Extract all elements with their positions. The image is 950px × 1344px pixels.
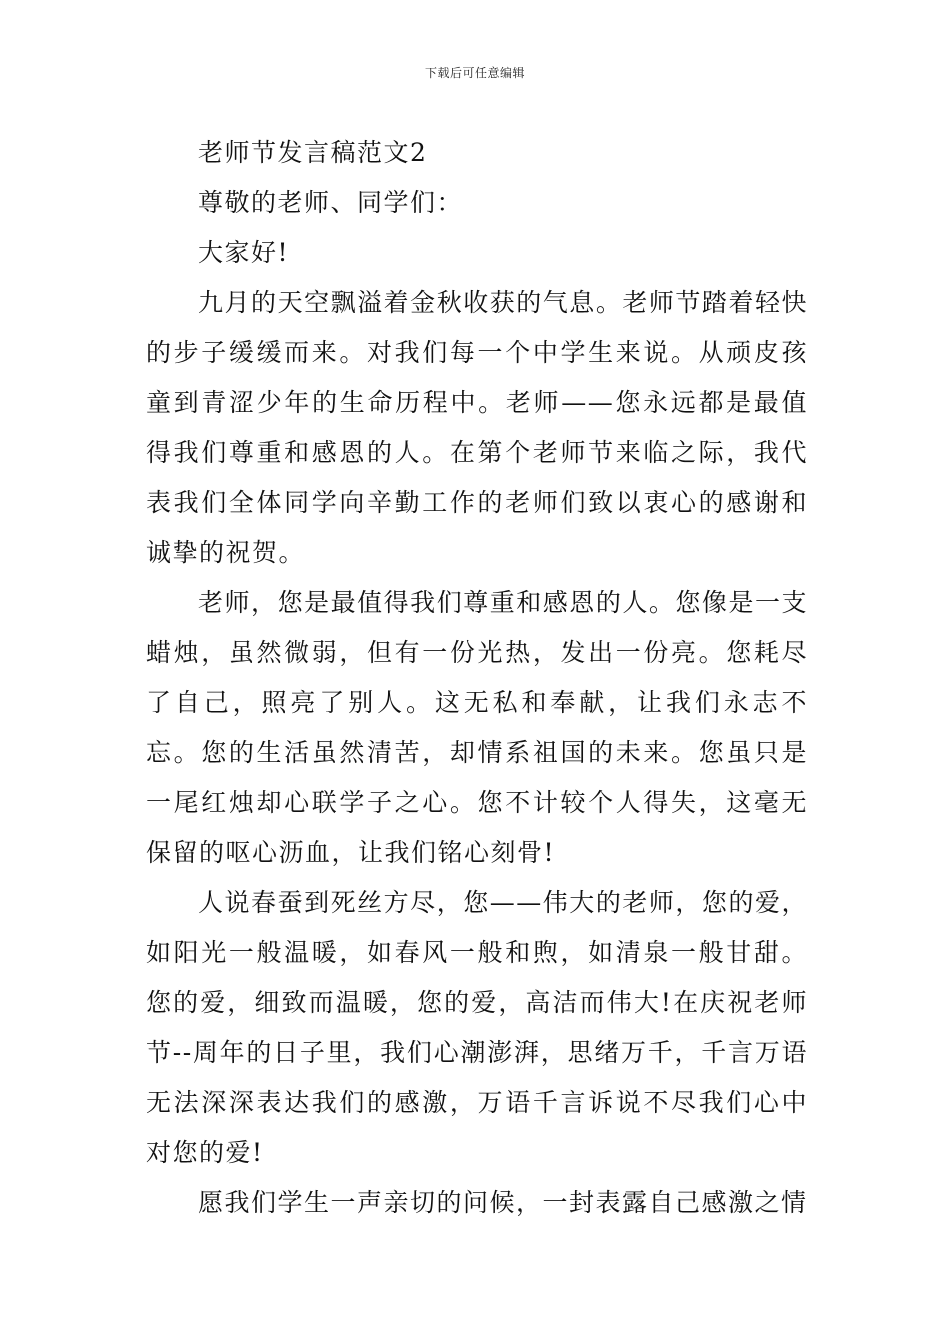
document-body [146, 128, 808, 1228]
greeting: 大家好! [198, 238, 290, 267]
paragraph-2: 老师，您是最值得我们尊重和感恩的人。您像是一支蜡烛，虽然微弱，但有一份光热，发出一份亮。您耗尽了自己，照亮了别人。这无私和奉献，让我们永志不忘。您的生活虽然清苦，却情系祖国的未来。您虽只是一尾红烛却心联学子之心。您不计较个人得失，这毫无保留的呕心沥血，让我们铭心刻骨! [146, 588, 808, 867]
page-header: 下载后可任意编辑 [424, 66, 525, 80]
salutation: 尊敬的老师、同学们： [198, 188, 464, 217]
paragraph-4: 愿我们学生一声亲切的问候，一封表露自己感激之情 [198, 1188, 808, 1217]
paragraph-3: 人说春蚕到死丝方尽，您——伟大的老师，您的爱，如阳光一般温暖，如春风一般和煦，如清泉一般甘甜。您的爱，细致而温暖，您的爱，高洁而伟大!在庆祝老师节--周年的日子里，我们心潮澎湃，思绪万千，千言万语无法深深表达我们的感激，万语千言诉说不尽我们心中对您的爱! [146, 888, 808, 1167]
paragraph-1: 九月的天空飘溢着金秋收获的气息。老师节踏着轻快的步子缓缓而来。对我们每一个中学生来说。从顽皮孩童到青涩少年的生命历程中。老师——您永远都是最值得我们尊重和感恩的人。在第个老师节来临之际，我代表我们全体同学向辛勤工作的老师们致以衷心的感谢和诚挚的祝贺。 [146, 288, 808, 567]
document-title: 老师节发言稿范文2 [198, 138, 428, 167]
